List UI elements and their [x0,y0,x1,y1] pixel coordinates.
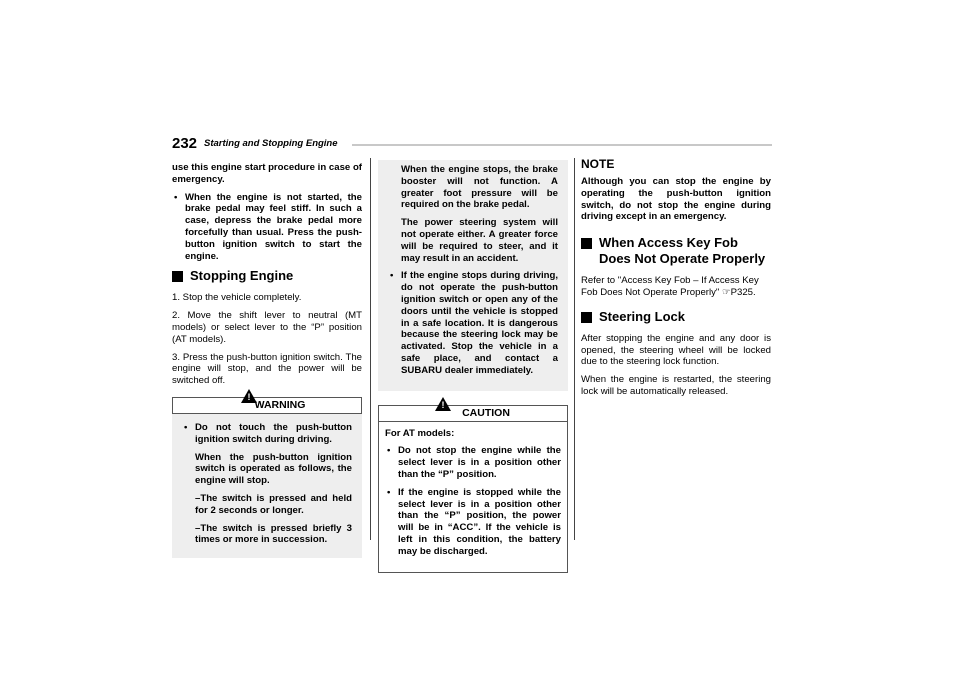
note-label: NOTE [581,157,615,171]
warning-continued [378,160,568,391]
heading-steering-lock [581,309,771,325]
column-3 [581,157,771,404]
warning-body [172,414,362,546]
column-divider-2 [574,158,575,540]
warning-cont-1: When the engine stops, the brake booster will not function. A greater foot pressure will be required on the brake pedal. [401,164,558,211]
caution-header [379,399,567,422]
caution-item-2: • If the engine is stopped while the select lever is in a position other than the “P” position, the power will be in “ACC”. If the vehicle is left in this condition, the battery may be discharged. [385,487,561,558]
step-1: 1. Stop the vehicle completely. [172,292,302,304]
heading-stopping-engine [172,268,362,284]
caution-label: CAUTION [462,406,510,419]
steering-lock-para-1: After stopping the engine and any door is opened, the steering wheel will be locked due to the steering lock function. [581,332,771,368]
page-number: 232 [172,135,198,152]
warning-sub-3: –The switch is pressed briefly 3 times or more in succession. [195,522,352,546]
heading-text: When Access Key Fob Does Not Operate Properly [599,235,766,267]
warning-header [172,391,362,414]
warning-item-1: • Do not touch the push-button ignition switch during driving. [182,422,352,446]
warning-sub-2: –The switch is pressed and held for 2 seconds or longer. [195,492,352,516]
steering-lock-para-2: When the engine is restarted, the steering lock will be automatically released. [581,374,771,397]
column-1 [172,162,362,558]
heading-text: Steering Lock [599,308,685,324]
bullet-brake-pedal: • When the engine is not started, the brake pedal may feel stiff. In such a case, depress the brake pedal more forcefully than usual. Press the push-button ignition switch to start the engine. [172,192,362,263]
step-3: 3. Press the push-button ignition switch. The engine will stop, and the power will be switched off. [172,351,362,387]
heading-access-key-fob [581,235,771,267]
caution-item-1: • Do not stop the engine while the select lever is in a position other than the “P” position. [385,445,561,480]
square-bullet-icon [581,238,592,249]
page-header [172,134,772,154]
column-divider-1 [370,158,371,540]
warning-box [172,391,362,558]
caution-box [378,399,568,573]
warning-sub-1: When the push-button ignition switch is operated as follows, the engine will stop. [195,451,352,487]
caution-body [379,422,567,558]
reference-text: Refer to "Access Key Fob – If Access Key Fob Does Not Operate Properly" ☞P325. [581,275,759,298]
warning-cont-3: • If the engine stops during driving, do not operate the push-button ignition switch or open any of the doors until the vehicle is stopped in a safe location. It is dangerous because the steering lock may be activated. Stop the vehicle in a safe place, and contact a SUBARU dealer immediately. [388,270,558,376]
warning-cont-2: The power steering system will not operate either. A greater force will be required to steer, and it may result in an accident. [401,217,558,264]
intro-text: use this engine start procedure in case of emergency. [172,162,362,185]
heading-text: Stopping Engine [190,268,294,284]
warning-label: WARNING [254,398,306,411]
caution-intro: For AT models: [385,427,455,439]
header-rule [352,144,772,146]
square-bullet-icon [581,312,592,323]
exclamation-icon: ! [441,399,445,410]
square-bullet-icon [172,271,183,282]
step-2: 2. Move the shift lever to neutral (MT models) or select lever to the “P” position (AT models). [172,310,362,345]
exclamation-icon: ! [247,391,251,402]
note-text: Although you can stop the engine by operating the push-button ignition switch, do not stop the engine during driving except in an emergency. [581,176,771,223]
column-2 [378,160,568,573]
section-title: Starting and Stopping Engine [204,138,338,149]
